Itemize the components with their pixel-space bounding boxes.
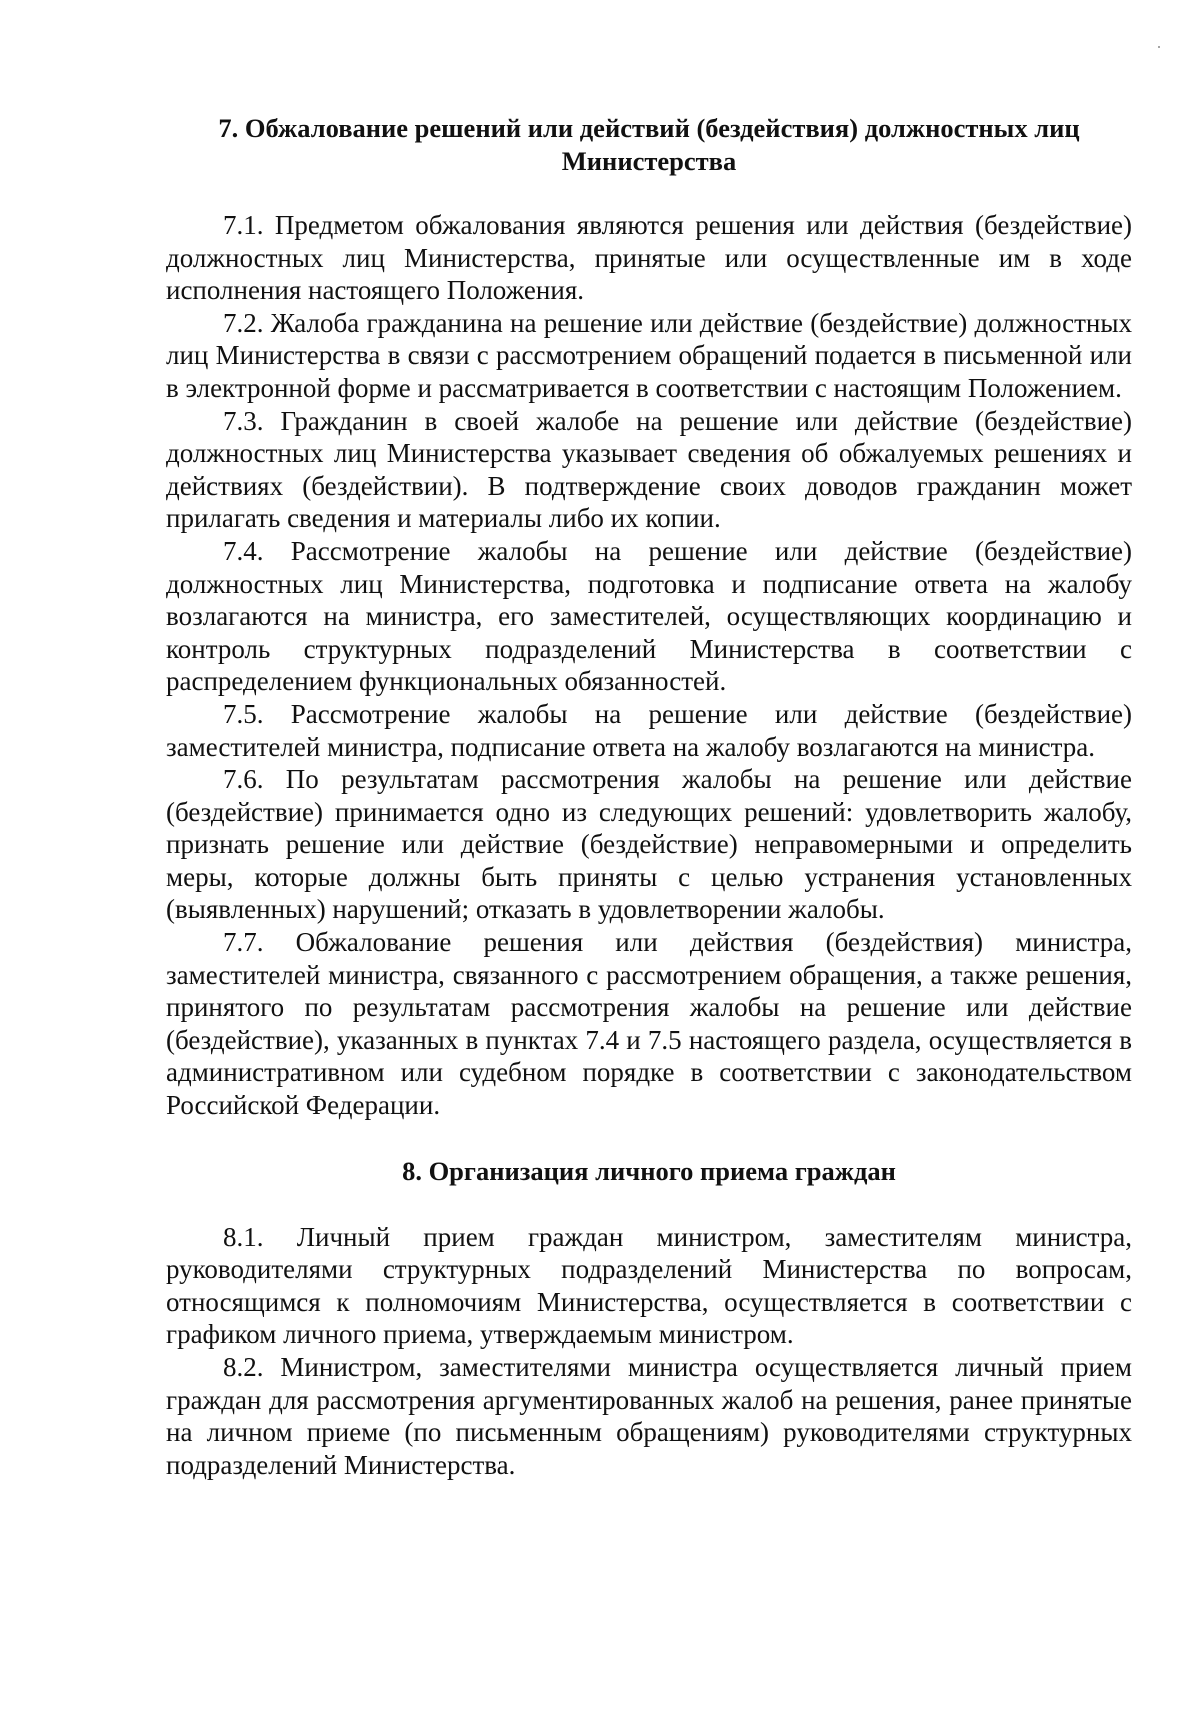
section-7-heading-line-1: 7. Обжалование решений или действий (бездействия) должностных лиц — [218, 113, 1080, 143]
paragraph-7-4: 7.4. Рассмотрение жалобы на решение или действие (бездействие) должностных лиц Министерства, подготовка и подписание ответа на жалобу возлагаются на министра, его заместителей, осуществляющих координацию и контроль структурных подразделений Министерства в соответствии с распределением функциональных обязанностей. — [166, 535, 1132, 697]
section-7-heading-line-2: Министерства — [561, 146, 737, 176]
paragraph-7-2: 7.2. Жалоба гражданина на решение или действие (бездействие) должностных лиц Министерства в связи с рассмотрением обращений подается в письменной или в электронной форме и рассматривается в соответствии с настоящим Положением. — [166, 307, 1132, 403]
section-8-heading: 8. Организация личного приема граждан — [402, 1155, 896, 1186]
paragraph-7-7: 7.7. Обжалование решения или действия (бездействия) министра, заместителей министра, связанного с рассмотрением обращения, а также решения, принятого по результатам рассмотрения жалобы на решение или действие (бездействие), указанных в пунктах 7.4 и 7.5 настоящего раздела, осуществляется в административном или судебном порядке в соответствии с законодательством Российской Федерации. — [166, 927, 1132, 1121]
document-body — [166, 112, 1132, 1481]
section-7-heading — [166, 112, 1132, 178]
paragraph-8-2: 8.2. Министром, заместителями министра осуществляется личный прием граждан для рассмотрения аргументированных жалоб на решения, ранее принятые на личном приеме (по письменным обращениям) руководителями структурных подразделений Министерства. — [166, 1352, 1132, 1480]
paragraph-7-5: 7.5. Рассмотрение жалобы на решение или действие (бездействие) заместителей министра, подписание ответа на жалобу возлагаются на министра. — [166, 698, 1132, 762]
scan-speck — [1158, 46, 1160, 48]
paragraph-7-6: 7.6. По результатам рассмотрения жалобы на решение или действие (бездействие) принимается одно из следующих решений: удовлетворить жалобу, признать решение или действие (бездействие) неправомерными и определить меры, которые должны быть приняты с целью устранения установленных (выявленных) нарушений; отказать в удовлетворении жалобы. — [166, 764, 1132, 925]
paragraph-7-3: 7.3. Гражданин в своей жалобе на решение или действие (бездействие) должностных лиц Министерства указывает сведения об обжалуемых решениях и действиях (бездействии). В подтверждение своих доводов гражданин может прилагать сведения и материалы либо их копии. — [166, 405, 1132, 534]
paragraph-8-1: 8.1. Личный прием граждан министром, заместителям министра, руководителями структурных подразделений Министерства по вопросам, относящимся к полномочиям Министерства, осуществляется в соответствии с графиком личного приема, утверждаемым министром. — [166, 1221, 1132, 1350]
paragraph-7-1: 7.1. Предметом обжалования являются решения или действия (бездействие) должностных лиц Министерства, принятые или осуществленные им в ходе исполнения настоящего Положения. — [166, 210, 1132, 306]
